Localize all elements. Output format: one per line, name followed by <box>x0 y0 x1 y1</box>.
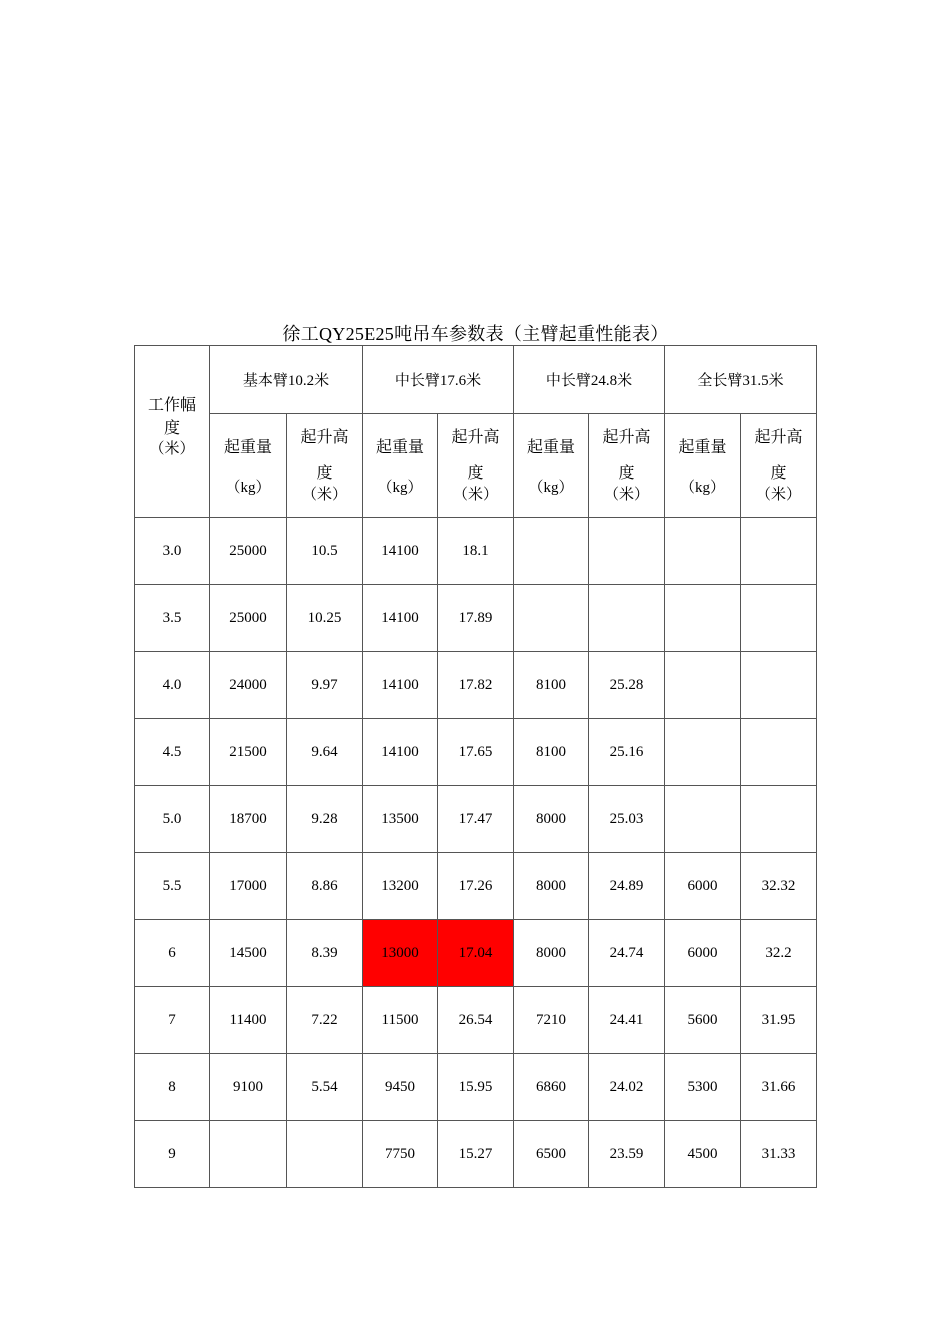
work-range-header <box>135 346 210 518</box>
load-unit: （kg） <box>225 480 271 496</box>
table-row <box>135 853 817 920</box>
height-cell: 25.16 <box>589 719 665 786</box>
work-range-label-line1: 工作幅 <box>147 397 196 414</box>
height-cell: 32.32 <box>741 853 817 920</box>
height-cell: 15.95 <box>438 1054 514 1121</box>
load-cell: 5300 <box>665 1054 741 1121</box>
height-cell: 15.27 <box>438 1121 514 1188</box>
boom-header-full: 全长臂31.5米 <box>665 346 817 414</box>
height-column-header <box>741 414 817 518</box>
height-unit: （米） <box>302 487 348 503</box>
load-unit: （kg） <box>377 480 423 496</box>
load-cell: 13500 <box>363 786 438 853</box>
load-column-header <box>665 414 741 518</box>
height-label-line2: 度 <box>618 465 635 482</box>
load-cell: 13000 <box>363 920 438 987</box>
height-label-line1: 起升高 <box>602 429 651 446</box>
load-cell: 24000 <box>210 652 287 719</box>
load-cell <box>665 652 741 719</box>
load-cell: 8000 <box>514 786 589 853</box>
height-cell: 8.39 <box>287 920 363 987</box>
work-range-cell: 9 <box>135 1121 210 1188</box>
height-column-header <box>287 414 363 518</box>
height-cell: 17.65 <box>438 719 514 786</box>
height-cell: 25.03 <box>589 786 665 853</box>
height-cell: 17.47 <box>438 786 514 853</box>
height-cell <box>741 786 817 853</box>
load-cell: 5600 <box>665 987 741 1054</box>
height-cell <box>589 585 665 652</box>
work-range-label-line2: 度 <box>163 420 180 437</box>
boom-header-basic: 基本臂10.2米 <box>210 346 363 414</box>
load-cell <box>665 585 741 652</box>
height-cell: 17.04 <box>438 920 514 987</box>
table-row <box>135 1121 817 1188</box>
height-cell: 9.28 <box>287 786 363 853</box>
load-cell <box>665 719 741 786</box>
load-cell <box>665 786 741 853</box>
height-unit: （米） <box>604 487 650 503</box>
load-cell: 8100 <box>514 652 589 719</box>
load-cell: 8000 <box>514 920 589 987</box>
load-unit: （kg） <box>680 480 726 496</box>
load-cell: 8000 <box>514 853 589 920</box>
load-cell: 4500 <box>665 1121 741 1188</box>
height-cell <box>741 518 817 585</box>
height-column-header <box>589 414 665 518</box>
height-cell: 31.66 <box>741 1054 817 1121</box>
height-unit: （米） <box>453 487 499 503</box>
height-cell: 10.5 <box>287 518 363 585</box>
work-range-cell: 4.5 <box>135 719 210 786</box>
work-range-cell: 3.0 <box>135 518 210 585</box>
load-cell: 6000 <box>665 853 741 920</box>
load-column-header <box>210 414 287 518</box>
table-row <box>135 1054 817 1121</box>
load-label: 起重量 <box>223 439 272 456</box>
height-cell: 26.54 <box>438 987 514 1054</box>
height-cell: 10.25 <box>287 585 363 652</box>
height-cell: 18.1 <box>438 518 514 585</box>
load-cell: 6000 <box>665 920 741 987</box>
load-cell: 21500 <box>210 719 287 786</box>
lifting-performance-table <box>134 345 817 1188</box>
height-cell: 24.02 <box>589 1054 665 1121</box>
load-cell <box>514 518 589 585</box>
height-cell: 17.26 <box>438 853 514 920</box>
load-cell: 13200 <box>363 853 438 920</box>
table-row <box>135 786 817 853</box>
load-label: 起重量 <box>678 439 727 456</box>
height-label-line2: 度 <box>467 465 484 482</box>
height-label-line2: 度 <box>316 465 333 482</box>
load-label: 起重量 <box>527 439 576 456</box>
load-column-header <box>363 414 438 518</box>
load-cell: 25000 <box>210 585 287 652</box>
height-cell: 9.97 <box>287 652 363 719</box>
height-label-line1: 起升高 <box>451 429 500 446</box>
load-cell <box>514 585 589 652</box>
height-label-line2: 度 <box>770 465 787 482</box>
work-range-cell: 5.0 <box>135 786 210 853</box>
load-cell: 9450 <box>363 1054 438 1121</box>
work-range-cell: 7 <box>135 987 210 1054</box>
load-cell: 7750 <box>363 1121 438 1188</box>
load-cell: 14100 <box>363 652 438 719</box>
height-cell: 24.74 <box>589 920 665 987</box>
height-cell: 7.22 <box>287 987 363 1054</box>
table-row <box>135 920 817 987</box>
load-unit: （kg） <box>528 480 574 496</box>
table-row <box>135 585 817 652</box>
height-cell: 23.59 <box>589 1121 665 1188</box>
boom-header-mid-17: 中长臂17.6米 <box>363 346 514 414</box>
boom-header-mid-24: 中长臂24.8米 <box>514 346 665 414</box>
load-cell: 18700 <box>210 786 287 853</box>
work-range-cell: 3.5 <box>135 585 210 652</box>
load-cell: 25000 <box>210 518 287 585</box>
load-cell: 14100 <box>363 518 438 585</box>
work-range-unit: （米） <box>149 441 195 457</box>
load-cell <box>665 518 741 585</box>
height-cell <box>741 719 817 786</box>
header-row-columns <box>135 414 817 518</box>
height-cell: 31.95 <box>741 987 817 1054</box>
work-range-cell: 6 <box>135 920 210 987</box>
height-cell: 17.82 <box>438 652 514 719</box>
load-column-header <box>514 414 589 518</box>
load-cell: 11400 <box>210 987 287 1054</box>
load-cell: 14100 <box>363 719 438 786</box>
header-row-booms <box>135 346 817 414</box>
height-cell <box>589 518 665 585</box>
height-unit: （米） <box>756 487 802 503</box>
height-cell <box>741 652 817 719</box>
load-cell: 17000 <box>210 853 287 920</box>
height-cell: 24.41 <box>589 987 665 1054</box>
load-cell: 14500 <box>210 920 287 987</box>
work-range-cell: 8 <box>135 1054 210 1121</box>
table-row <box>135 987 817 1054</box>
table-title: 徐工QY25E25吨吊车参数表（主臂起重性能表） <box>282 324 669 344</box>
load-cell: 14100 <box>363 585 438 652</box>
height-cell: 25.28 <box>589 652 665 719</box>
load-cell: 7210 <box>514 987 589 1054</box>
load-cell: 6500 <box>514 1121 589 1188</box>
height-cell <box>287 1121 363 1188</box>
height-cell: 31.33 <box>741 1121 817 1188</box>
height-cell: 32.2 <box>741 920 817 987</box>
work-range-cell: 5.5 <box>135 853 210 920</box>
load-cell: 8100 <box>514 719 589 786</box>
work-range-cell: 4.0 <box>135 652 210 719</box>
load-label: 起重量 <box>376 439 425 456</box>
load-cell <box>210 1121 287 1188</box>
height-cell: 8.86 <box>287 853 363 920</box>
load-cell: 11500 <box>363 987 438 1054</box>
height-label-line1: 起升高 <box>754 429 803 446</box>
height-cell: 9.64 <box>287 719 363 786</box>
height-cell: 24.89 <box>589 853 665 920</box>
height-cell: 17.89 <box>438 585 514 652</box>
load-cell: 6860 <box>514 1054 589 1121</box>
table-row <box>135 719 817 786</box>
load-cell: 9100 <box>210 1054 287 1121</box>
table-row <box>135 518 817 585</box>
height-cell <box>741 585 817 652</box>
table-row <box>135 652 817 719</box>
height-label-line1: 起升高 <box>300 429 349 446</box>
height-column-header <box>438 414 514 518</box>
height-cell: 5.54 <box>287 1054 363 1121</box>
